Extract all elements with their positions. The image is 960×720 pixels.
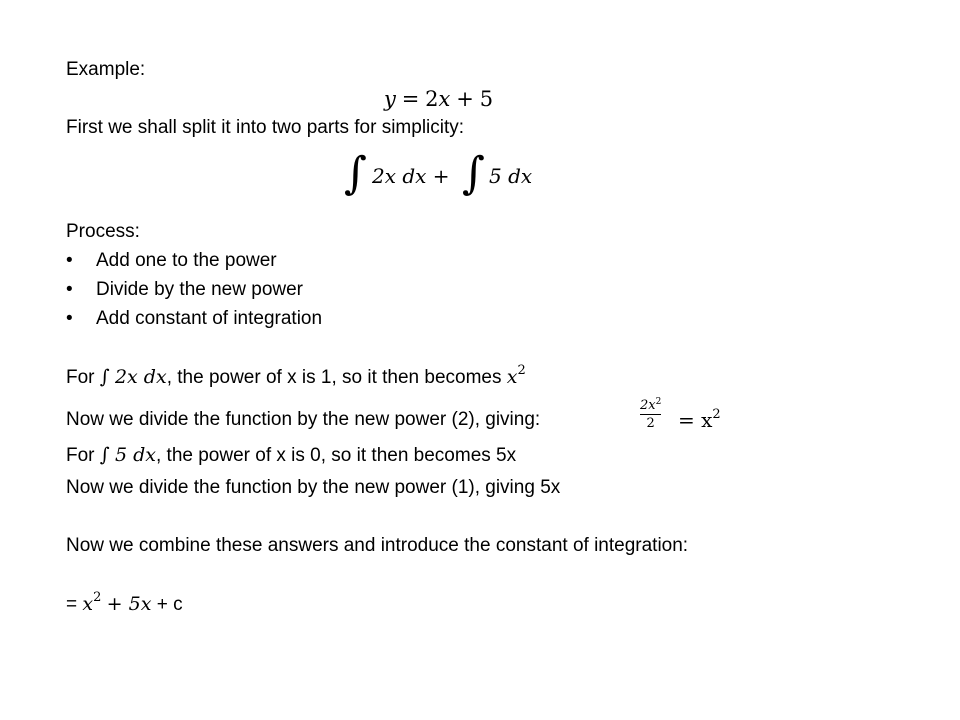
combine-line: Now we combine these answers and introduce the constant of integration:	[66, 535, 689, 556]
bullet-icon: •	[66, 250, 73, 271]
fraction-numerator-coeff: 2x	[640, 398, 656, 413]
final-answer	[66, 590, 183, 616]
final-middle: + 5x	[106, 593, 152, 615]
for-5-integral: 5 dx	[114, 444, 156, 466]
integral-sign-icon: ∫	[99, 366, 110, 388]
final-tail: + c	[156, 594, 183, 615]
bullet-icon: •	[66, 308, 73, 329]
integral-sign-icon: ∫	[462, 148, 485, 199]
divide-2-result-exp: 2	[712, 407, 721, 422]
equation-y	[384, 88, 493, 111]
for-2x-integral: 2x dx	[114, 366, 167, 388]
fraction-numerator-exp: 2	[655, 397, 662, 407]
list-item: Divide by the new power	[96, 279, 303, 300]
for-2x-line	[66, 363, 526, 389]
equation-y-coeff: 2	[425, 87, 439, 111]
for-2x-result-base: x	[506, 366, 518, 388]
integral-sign-icon: ∫	[99, 444, 110, 466]
for-5-line	[66, 444, 516, 467]
list-item: Add one to the power	[96, 250, 277, 271]
for-2x-prefix: For	[66, 367, 95, 388]
final-eq: =	[66, 594, 78, 615]
process-label: Process:	[66, 221, 140, 242]
equation-y-plus: +	[456, 87, 474, 111]
for-2x-result-exp: 2	[517, 363, 526, 378]
for-2x-text: , the power of x is 1, so it then becomes	[166, 367, 502, 388]
divide-2-line: Now we divide the function by the new power (2), giving:	[66, 409, 541, 430]
fraction-denominator: 2	[646, 416, 655, 431]
integral-1-integrand: 2x dx +	[372, 164, 450, 188]
divide-2-result-base: x	[701, 408, 713, 432]
final-exp: 2	[93, 590, 102, 605]
list-item: Add constant of integration	[96, 308, 323, 329]
equation-y-eq: =	[401, 87, 420, 111]
integral-sign-icon: ∫	[344, 148, 367, 199]
example-label: Example:	[66, 59, 146, 80]
equation-y-const: 5	[479, 87, 494, 111]
split-text: First we shall split it into two parts for simplicity:	[66, 117, 465, 138]
for-5-prefix: For	[66, 445, 95, 466]
equation-y-x: x	[438, 87, 451, 111]
equation-y-lhs: y	[384, 87, 396, 111]
divide-1-line: Now we divide the function by the new power (1), giving 5x	[66, 477, 561, 498]
final-base: x	[82, 593, 94, 615]
bullet-icon: •	[66, 279, 73, 300]
fraction-2x2-over-2	[640, 398, 661, 431]
integral-2-integrand: 5 dx	[489, 164, 533, 188]
for-5-text: , the power of x is 0, so it then becomes 5x	[155, 445, 517, 466]
divide-2-result	[678, 409, 721, 431]
divide-2-eq: =	[678, 408, 695, 432]
